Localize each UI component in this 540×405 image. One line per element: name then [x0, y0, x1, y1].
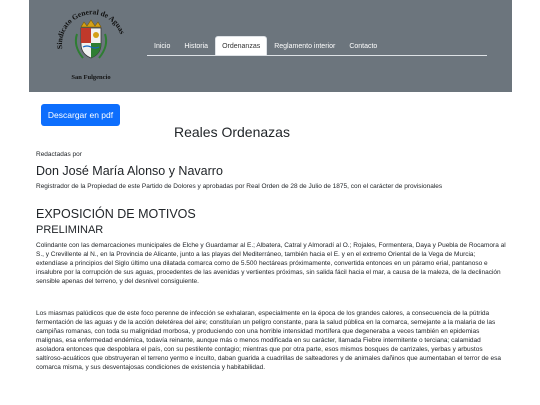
written-by-label: Redactadas por: [36, 151, 82, 158]
main-nav: [147, 36, 384, 56]
logo-circle-text: Sindicato General de Aguas: [54, 7, 127, 50]
paragraph: Los miasmas palúdicos que de este foco perenne de infección se exhalaran, especialmente en la época de los grandes calores, a consecuencia de la pútrida fermentación de las aguas y de la acción deletérea del aire; constituían un peligro constante, para la salud pública en la comarca, semejante a la malaria de las campiñas romanas, con toda su malignidad morbosa, y produciendo con una horrible intensidad mortífera que degeneraba a veces también en epidemias malignas, esa enfermedad endémica, todavía reinante, aunque más o menos modificada en su carácter, llamada Fiebre intermitente o terciana; calamidad asoladora entonces que despoblara el país, con su pestilente contagio; mientras que por otra parte, esos mismos bosques de carrizales, yerbas y arbustos saltíroso-acuáticos que obstruyeran el terreno yermo e inculto, daban guarida a cuadrillas de salteadores y de animales dañinos que aumentaban el terror de esa comarca misma, y sus desventajosas condiciones de existencia y habitabilidad.: [36, 310, 502, 371]
nav-item-contacto[interactable]: Contacto: [349, 42, 378, 50]
page-title: Reales Ordenazas: [174, 124, 290, 140]
download-pdf-button[interactable]: Descargar en pdf: [41, 104, 120, 126]
site-header: [29, 0, 512, 92]
section-heading: EXPOSICIÓN DE MOTIVOS: [36, 207, 196, 221]
author-name: Don José María Alonso y Navarro: [36, 164, 223, 178]
author-description: Registrador de la Propiedad de este Partido de Dolores y aprobadas por Real Orden de 28 de Julio de 1875, con el carácter de provisionales: [36, 183, 443, 190]
paragraph: Colindante con las demarcaciones municipales de Elche y Guardamar al E.; Albatera, Catral y Almoradí al O.; Rojales, Formentera, Daya y Puebla de Rocamora al S., y Crevillente al N., en la Provincia de Alicante, junto a las playas del Mediterráneo, también hacia el E. y en el extremo Oriental de la Vega de Murcia; extendíase a principios del Siglo último una dilatada comarca como de 5.500 hectáreas próximamente, convertida entonces en un páramo erial, pantanoso e insalubre por la corrupción de sus aguas, procedentes de las avenidas y vertientes próximas, sin salida fácil hacia el mar, a causa de la maleza, de la declinación sensible apenas del terreno, y del desnivel consiguiente.: [36, 242, 506, 285]
nav-item-inicio[interactable]: Inicio: [154, 42, 171, 50]
logo-bottom-text: San Fulgencio: [71, 74, 111, 81]
logo[interactable]: [43, 0, 139, 92]
nav-item-reglamento[interactable]: Reglamento interior: [274, 42, 336, 50]
subsection-heading: PRELIMINAR: [36, 224, 104, 236]
nav-item-ordenanzas[interactable]: Ordenanzas: [215, 36, 267, 56]
nav-item-historia[interactable]: Historia: [184, 42, 209, 50]
nav-divider: [147, 55, 487, 56]
